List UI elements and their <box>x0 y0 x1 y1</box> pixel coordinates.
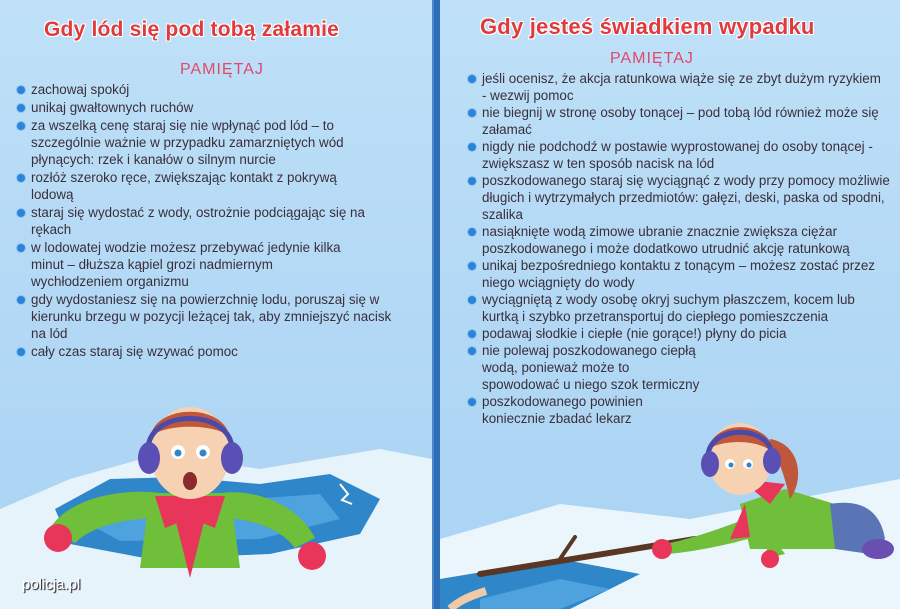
bullet-icon <box>17 348 25 356</box>
bullet-icon <box>468 143 476 151</box>
right-subtitle: PAMIĘTAJ <box>610 50 694 67</box>
child-in-ice-illustration <box>40 378 340 608</box>
list-item: poszkodowanego powinien koniecznie zbadać lekarz <box>468 393 682 427</box>
bullet-icon <box>17 104 25 112</box>
list-item: wyciągniętą z wody osobę okryj suchym płaszczem, kocem lub kurtką i szybko przetransportuj do ciepłego pomieszczenia <box>468 291 882 325</box>
bullet-icon <box>468 177 476 185</box>
left-bullet-list <box>17 81 412 360</box>
list-item: staraj się wydostać z wody, ostrożnie podciągając się na rękach <box>17 204 391 238</box>
list-item: jeśli ocenisz, że akcja ratunkowa wiąże się ze zbyt dużym ryzykiem - wezwij pomoc <box>468 70 887 104</box>
right-bullet-list <box>468 70 888 427</box>
list-item: unikaj bezpośredniego kontaktu z tonącym – możesz zostać przez niego wciągnięty do wody <box>468 257 892 291</box>
list-item: nie polewaj poszkodowanego ciepłą wodą, ponieważ może to spowodować u niego szok termiczny <box>468 342 702 393</box>
list-item: za wszelką cenę staraj się nie wpłynąć pod lód – to szczególnie ważnie w przypadku zamarzniętych wód płynących: rzek i kanałów o silnym nurcie <box>17 117 381 168</box>
bullet-icon <box>468 330 476 338</box>
left-subtitle: PAMIĘTAJ <box>180 61 264 78</box>
right-title: Gdy jesteś świadkiem wypadku <box>480 14 815 39</box>
right-poster-panel <box>440 0 900 609</box>
bullet-icon <box>468 75 476 83</box>
list-item: nie biegnij w stronę osoby tonącej – pod tobą lód również może się załamać <box>468 104 892 138</box>
bullet-icon <box>17 244 25 252</box>
list-item: nigdy nie podchodź w postawie wyprostowanej do osoby tonącej - zwiększasz w ten sposób nacisk na lód <box>468 138 887 172</box>
left-title: Gdy lód się pod tobą załamie <box>44 18 339 41</box>
list-item: rozłóż szeroko ręce, zwiększając kontakt z pokrywą lodową <box>17 169 381 203</box>
bullet-icon <box>468 262 476 270</box>
watermark-logo: policja.pl <box>22 576 81 593</box>
bullet-icon <box>17 296 25 304</box>
left-poster-panel <box>0 0 434 609</box>
bullet-icon <box>468 347 476 355</box>
list-item: w lodowatej wodzie możesz przebywać jedynie kilka minut – dłuższa kąpiel grozi nadmiernym wychłodzeniem organizmu <box>17 239 361 290</box>
list-item: cały czas staraj się wzywać pomoc <box>17 343 412 360</box>
list-item: unikaj gwałtownych ruchów <box>17 99 412 116</box>
list-item: podawaj słodkie i ciepłe (nie gorące!) płyny do picia <box>468 325 892 342</box>
bullet-icon <box>17 122 25 130</box>
rescue-illustration <box>440 409 900 609</box>
bullet-icon <box>17 174 25 182</box>
bullet-icon <box>17 86 25 94</box>
bullet-icon <box>468 398 476 406</box>
list-item: zachowaj spokój <box>17 81 412 98</box>
list-item: gdy wydostaniesz się na powierzchnię lodu, poruszaj się w kierunku brzegu w pozycji leżącej tak, aby zmniejszyć nacisk na lód <box>17 291 401 342</box>
bullet-icon <box>468 228 476 236</box>
list-item: poszkodowanego staraj się wyciągnąć z wody przy pomocy możliwie długich i wytrzymałych przedmiotów: gałęzi, deski, paska od spodni, szalika <box>468 172 900 223</box>
bullet-icon <box>468 109 476 117</box>
list-item: nasiąknięte wodą zimowe ubranie znacznie zwiększa ciężar poszkodowanego i może dodatkowo utrudnić akcję ratunkową <box>468 223 894 257</box>
bullet-icon <box>17 209 25 217</box>
bullet-icon <box>468 296 476 304</box>
